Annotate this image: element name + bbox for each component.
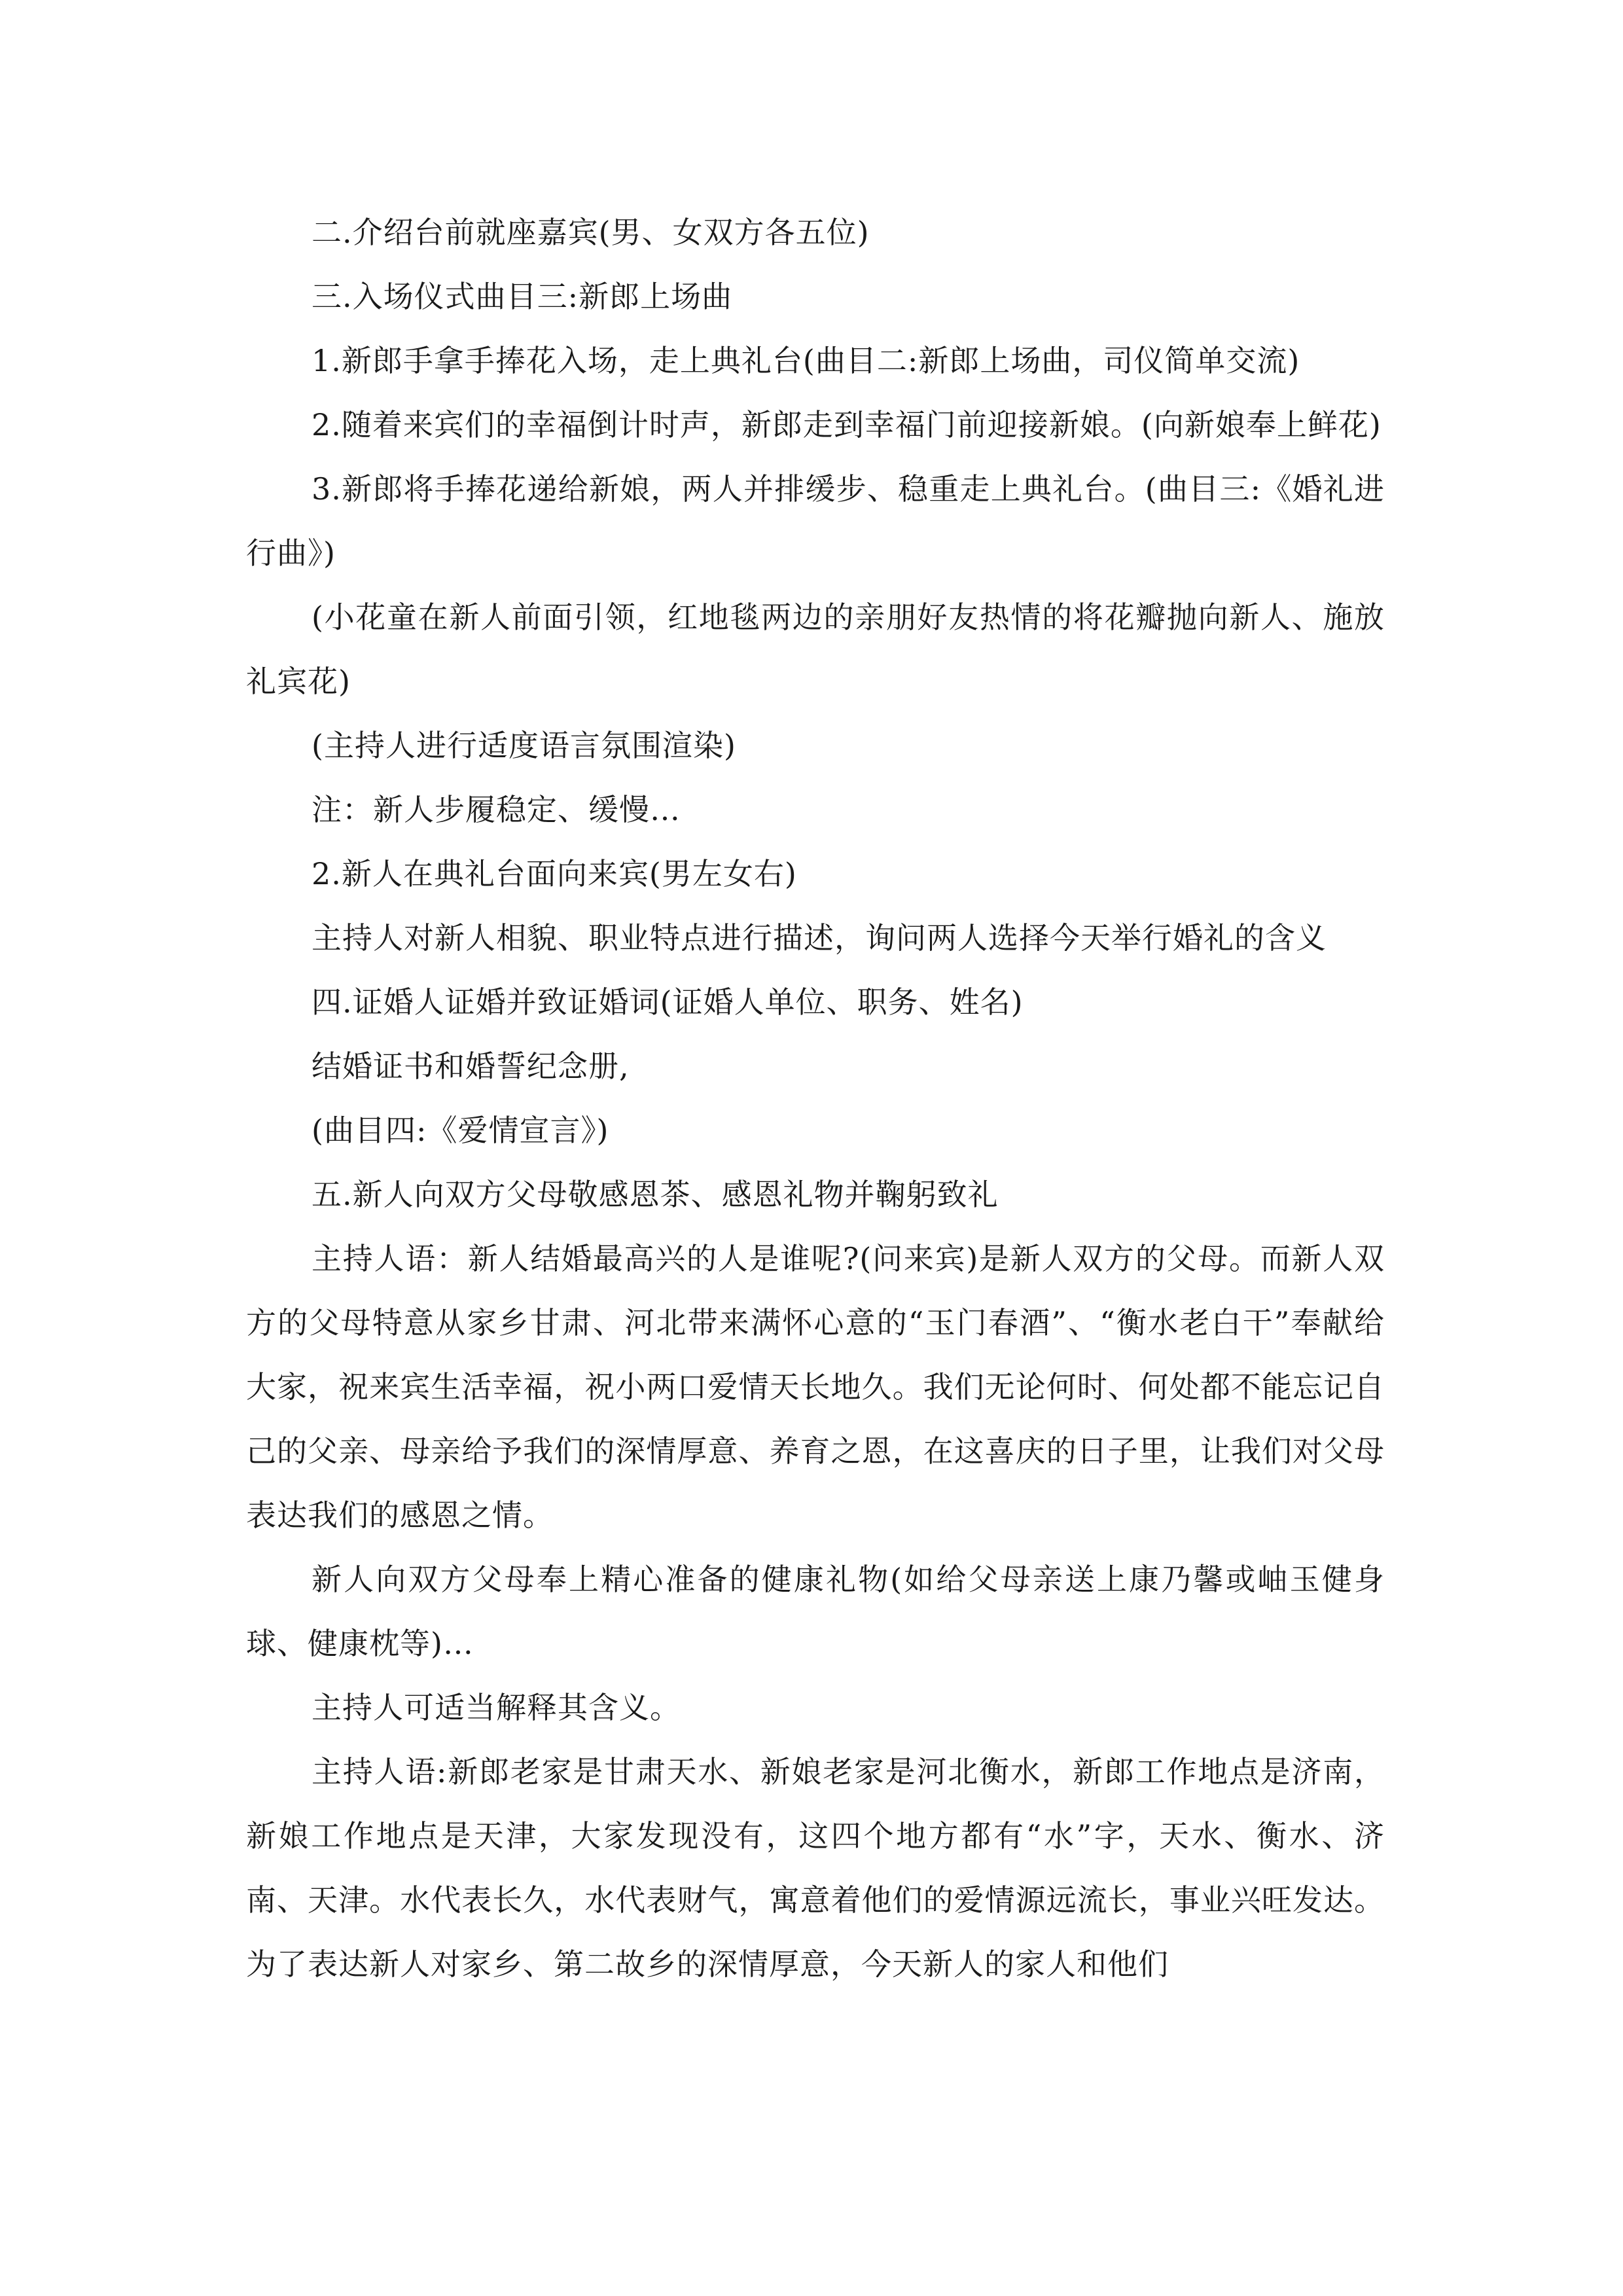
paragraph-walk-to-stage: 3.新郎将手捧花递给新娘，两人并排缓步、稳重走上典礼台。(曲目三:《婚礼进行曲》) bbox=[246, 471, 1385, 571]
paragraph-entrance-ceremony: 三.入场仪式曲目三:新郎上场曲 bbox=[312, 279, 733, 314]
paragraph-certificate: 结婚证书和婚誓纪念册, bbox=[312, 1049, 630, 1084]
paragraph-host-explains: 主持人可适当解释其含义。 bbox=[312, 1690, 681, 1725]
paragraph-song-four: (曲目四:《爱情宣言》) bbox=[312, 1113, 609, 1148]
paragraph-host-speech-parents: 主持人语：新人结婚最高兴的人是谁呢?(问来宾)是新人双方的父母。而新人双方的父母特意从家乡甘肃、河北带来满怀心意的“玉门春酒”、“衡水老白干”奉献给大家，祝来宾生活幸福，祝小两口爱情天长地久。我们无论何时、何处都不能忘记自己的父亲、母亲给予我们的深情厚意、养育之恩，在这喜庆的日子里，让我们对父母表达我们的感恩之情。 bbox=[246, 1241, 1385, 1533]
paragraph-groom-enters: 1.新郎手拿手捧花入场，走上典礼台(曲目二:新郎上场曲，司仪简单交流) bbox=[312, 343, 1300, 378]
document-body bbox=[246, 200, 1385, 1996]
paragraph-host-describes: 主持人对新人相貌、职业特点进行描述，询问两人选择今天举行婚礼的含义 bbox=[312, 920, 1327, 956]
paragraph-note: 注：新人步履稳定、缓慢… bbox=[312, 792, 681, 827]
paragraph-intro-guests: 二.介绍台前就座嘉宾(男、女双方各五位) bbox=[312, 215, 870, 250]
paragraph-host-speech-water: 主持人语:新郎老家是甘肃天水、新娘老家是河北衡水，新郎工作地点是济南，新娘工作地点是天津，大家发现没有，这四个地方都有“水”字，天水、衡水、济南、天津。水代表长久，水代表财气，寓意着他们的爱情源远流长，事业兴旺发达。为了表达新人对家乡、第二故乡的深情厚意，今天新人的家人和他们 bbox=[246, 1754, 1385, 1982]
paragraph-groom-meets-bride: 2.随着来宾们的幸福倒计时声，新郎走到幸福门前迎接新娘。(向新娘奉上鲜花) bbox=[312, 407, 1382, 442]
paragraph-witness: 四.证婚人证婚并致证婚词(证婚人单位、职务、姓名) bbox=[312, 984, 1024, 1020]
paragraph-gifts: 新人向双方父母奉上精心准备的健康礼物(如给父母亲送上康乃馨或岫玉健身球、健康枕等)… bbox=[246, 1562, 1385, 1661]
paragraph-face-guests: 2.新人在典礼台面向来宾(男左女右) bbox=[312, 856, 797, 891]
paragraph-host-atmosphere: (主持人进行适度语言氛围渲染) bbox=[312, 728, 736, 763]
paragraph-thank-parents: 五.新人向双方父母敬感恩茶、感恩礼物并鞠躬致礼 bbox=[312, 1177, 999, 1212]
paragraph-flower-child: (小花童在新人前面引领，红地毯两边的亲朋好友热情的将花瓣抛向新人、施放礼宾花) bbox=[246, 600, 1385, 699]
